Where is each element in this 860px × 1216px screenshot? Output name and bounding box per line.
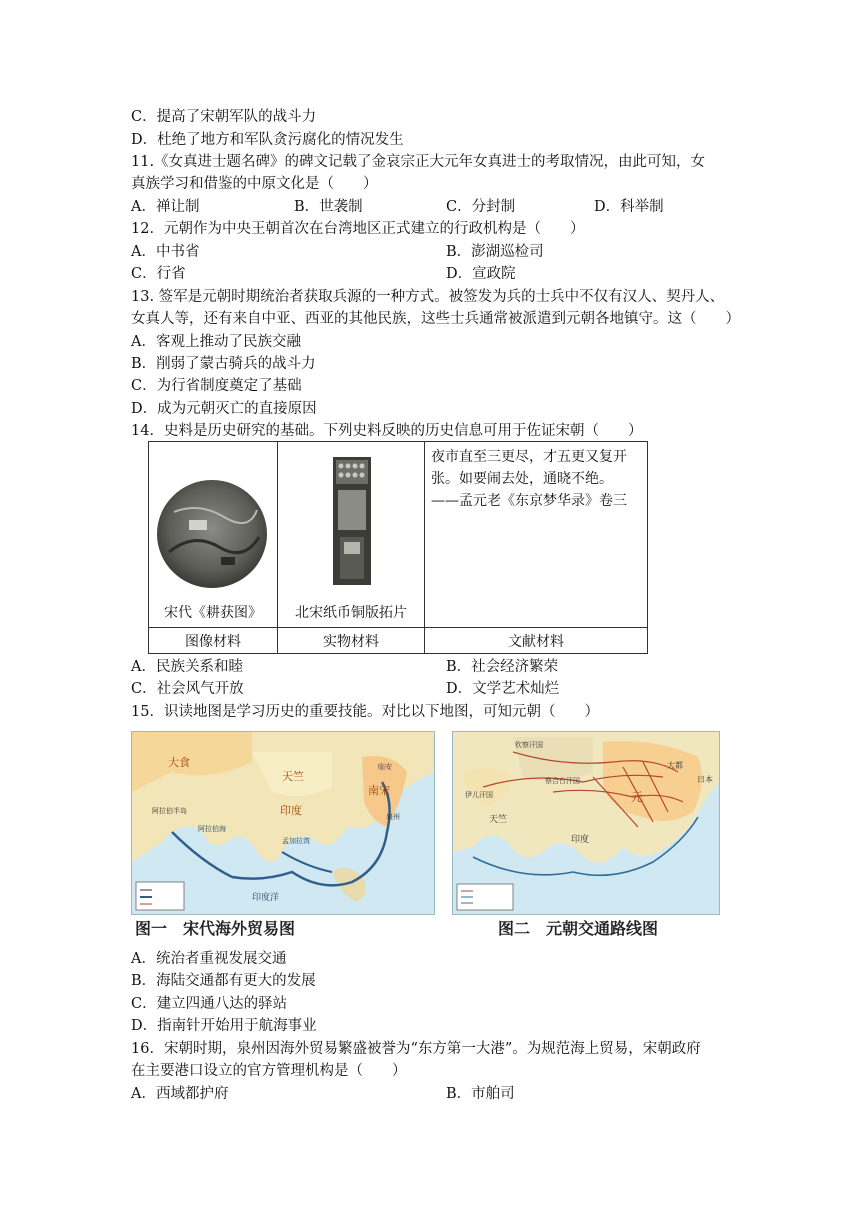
q16-stem-line2: 在主要港口设立的官方管理机构是（ ） bbox=[131, 1063, 407, 1079]
map2-label-yuan: 元 bbox=[631, 790, 644, 804]
map2-caption: 图二 元朝交通路线图 bbox=[498, 919, 659, 938]
q12-option-a: A．中书省 bbox=[131, 244, 200, 260]
q11-option-c: C．分封制 bbox=[446, 199, 516, 215]
map1-label-quanzhou: 泉州 bbox=[386, 813, 400, 821]
footer-object-material: 实物材料 bbox=[278, 628, 425, 654]
object-material-caption: 北宋纸币铜版拓片 bbox=[295, 605, 407, 621]
q11-stem-line1: 11.《女真进士题名碑》的碑文记载了金哀宗正大元年女真进士的考取情况，由此可知，女 bbox=[131, 154, 706, 170]
yuan-transport-routes-map bbox=[452, 731, 720, 915]
q12-stem: 12．元朝作为中央王朝首次在台湾地区正式建立的行政机构是（ ） bbox=[131, 221, 585, 237]
map1-label-tianzhu: 天竺 bbox=[282, 770, 304, 783]
map1-label-arabian-sea: 阿拉伯海 bbox=[198, 825, 226, 833]
map2-label-chagatai: 察合台汗国 bbox=[545, 777, 580, 785]
map1-label-indian-ocean: 印度洋 bbox=[252, 893, 280, 903]
map2-label-tianzhu: 天竺 bbox=[489, 815, 508, 825]
q15-stem: 15．识读地图是学习历史的重要技能。对比以下地图，可知元朝（ ） bbox=[131, 704, 599, 720]
image-material-caption: 宋代《耕获图》 bbox=[164, 605, 262, 621]
map2-label-ilkhanate: 伊儿汗国 bbox=[465, 791, 493, 799]
q14-option-d: D．文学艺术灿烂 bbox=[446, 681, 560, 697]
q13-option-d: D．成为元朝灭亡的直接原因 bbox=[131, 401, 317, 417]
q10-option-c: C．提高了宋朝军队的战斗力 bbox=[131, 109, 317, 125]
map2-label-qincha: 钦察汗国 bbox=[515, 741, 543, 749]
source-material-table bbox=[148, 441, 648, 654]
q14-stem: 14．史料是历史研究的基础。下列史料反映的历史信息可用于佐证宋朝（ ） bbox=[131, 423, 643, 439]
q13-option-c: C．为行省制度奠定了基础 bbox=[131, 378, 302, 394]
q15-option-b: B．海陆交通都有更大的发展 bbox=[131, 973, 316, 989]
q15-option-c: C．建立四通八达的驿站 bbox=[131, 996, 288, 1012]
q10-option-d: D．杜绝了地方和军队贪污腐化的情况发生 bbox=[131, 132, 404, 148]
q11-stem-line2: 真族学习和借鉴的中原文化是（ ） bbox=[131, 176, 378, 192]
q11-option-a: A．禅让制 bbox=[131, 199, 200, 215]
q13-stem-line2: 女真人等，还有来自中亚、西亚的其他民族，这些士兵通常被派遣到元朝各地镇守。这（ ） bbox=[131, 311, 740, 327]
map2-label-yindu: 印度 bbox=[571, 835, 590, 845]
gengtu-painting-image bbox=[149, 442, 277, 602]
quote-source: ——孟元老《东京梦华录》卷三 bbox=[431, 493, 627, 509]
map1-label-nansong: 南宋 bbox=[368, 784, 390, 797]
q15-option-a: A．统治者重视发展交通 bbox=[131, 951, 287, 967]
map1-label-linan: 临安 bbox=[378, 763, 392, 771]
map1-caption: 图一 宋代海外贸易图 bbox=[135, 919, 296, 938]
q11-option-b: B．世袭制 bbox=[294, 199, 363, 215]
map1-label-bengal-bay: 孟加拉湾 bbox=[282, 837, 310, 845]
document-material-cell bbox=[425, 442, 648, 628]
q12-option-c: C．行省 bbox=[131, 266, 186, 282]
q13-option-a: A．客观上推动了民族交融 bbox=[131, 334, 301, 350]
q14-option-c: C．社会风气开放 bbox=[131, 681, 244, 697]
q12-option-b: B．澎湖巡检司 bbox=[446, 244, 544, 260]
q16-stem-line1: 16．宋朝时期，泉州因海外贸易繁盛被誉为“东方第一大港”。为规范海上贸易，宋朝政府 bbox=[131, 1041, 701, 1057]
map2-label-dadu: 大都 bbox=[667, 761, 683, 770]
q13-stem-line1: 13. 签军是元朝时期统治者获取兵源的一种方式。被签发为兵的士兵中不仅有汉人、契丹人、 bbox=[131, 289, 725, 305]
q16-option-a: A．西域都护府 bbox=[131, 1086, 229, 1102]
q13-option-b: B．削弱了蒙古骑兵的战斗力 bbox=[131, 356, 316, 372]
map1-label-dashi: 大食 bbox=[168, 756, 190, 769]
q11-option-d: D．科举制 bbox=[594, 199, 664, 215]
q12-option-d: D．宣政院 bbox=[446, 266, 516, 282]
footer-image-material: 图像材料 bbox=[149, 628, 278, 654]
footer-document-material: 文献材料 bbox=[425, 628, 648, 654]
image-material-cell bbox=[149, 442, 278, 628]
q15-option-d: D．指南针开始用于航海事业 bbox=[131, 1018, 317, 1034]
q14-option-b: B．社会经济繁荣 bbox=[446, 659, 559, 675]
q14-option-a: A．民族关系和睦 bbox=[131, 659, 243, 675]
object-material-cell bbox=[278, 442, 425, 628]
quote-line-1: 夜市直至三更尽，才五更又复开 bbox=[431, 449, 627, 465]
quote-line-2: 张。如要闹去处，通晓不绝。 bbox=[431, 471, 613, 487]
q16-option-b: B．市舶司 bbox=[446, 1086, 515, 1102]
map1-label-arabia: 阿拉伯半岛 bbox=[152, 807, 187, 815]
song-maritime-trade-map bbox=[131, 731, 435, 915]
banknote-plate-rubbing-image bbox=[278, 442, 424, 602]
map1-label-yindu: 印度 bbox=[280, 804, 302, 817]
map2-label-japan: 日本 bbox=[697, 775, 713, 784]
